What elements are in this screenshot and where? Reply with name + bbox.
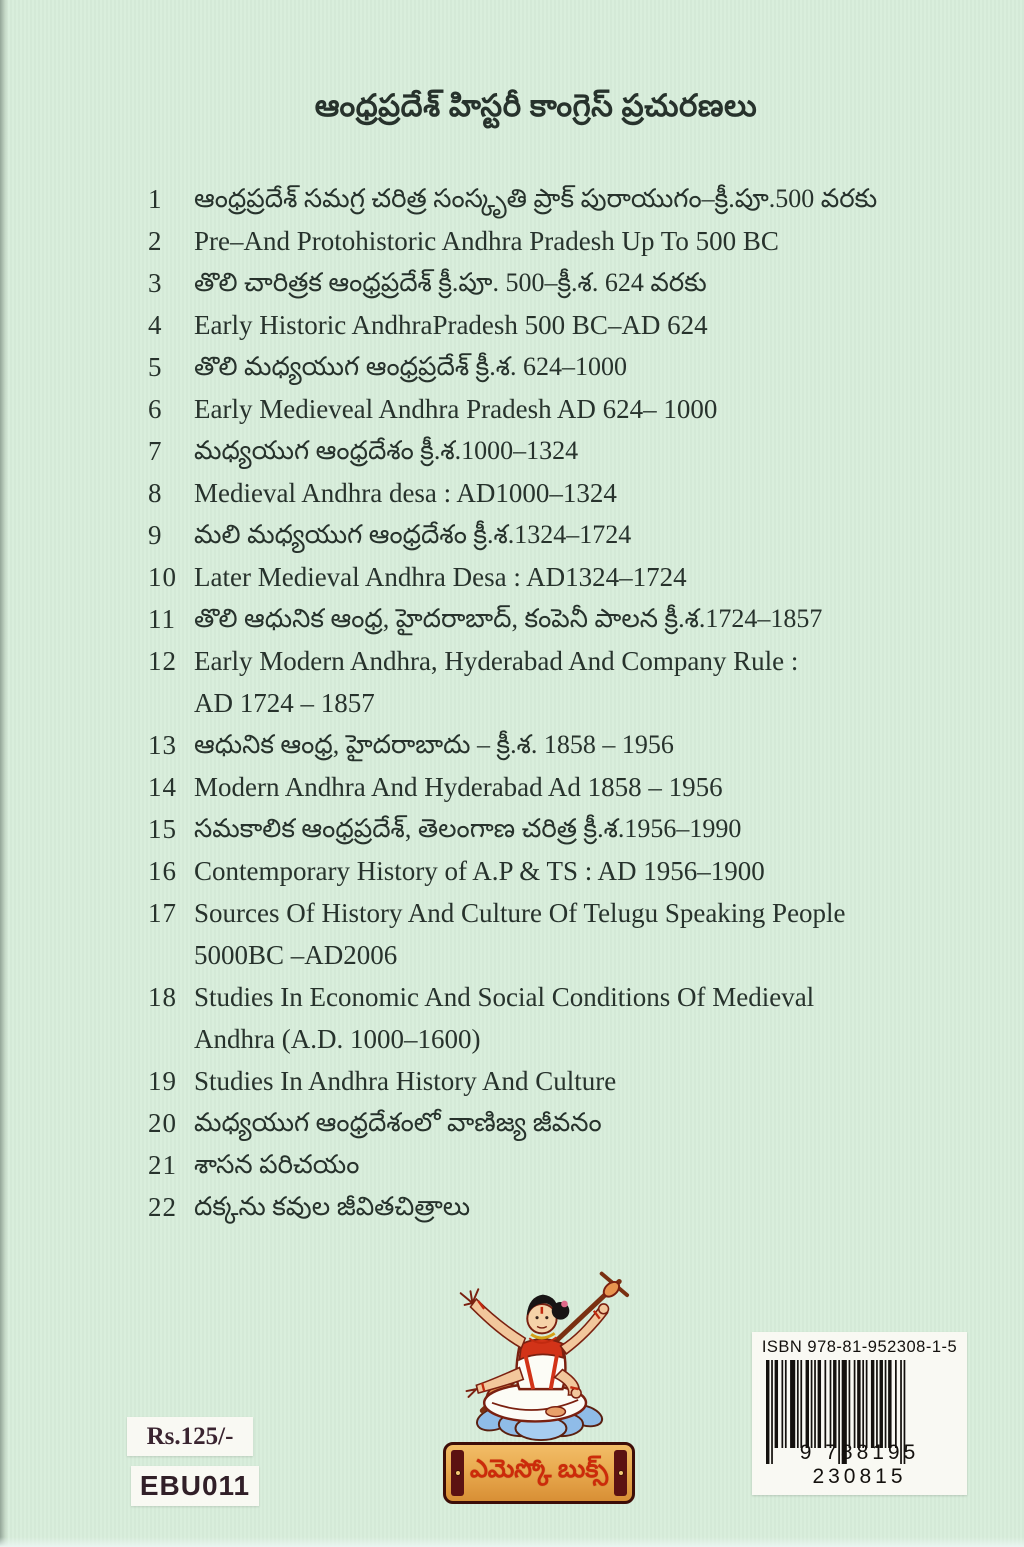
publication-item	[148, 430, 948, 472]
publication-title: ఆధునిక ఆంధ్ర, హైదరాబాదు – క్రీ.శ. 1858 – 1956	[194, 730, 674, 759]
publication-number: 14	[148, 772, 177, 802]
publication-title: ఆంధ్రప్రదేశ్ సమగ్ర చరిత్ర సంస్కృతి ప్రాక్ పురాయుగం–క్రీ.పూ.500 వరకు	[194, 184, 878, 213]
scan-edge-bottom	[0, 1537, 1024, 1547]
publication-number: 22	[148, 1192, 177, 1222]
publication-number: 5	[148, 352, 163, 382]
publication-item	[148, 1060, 948, 1102]
publication-item	[148, 850, 948, 892]
publication-title: Later Medieval Andhra Desa : AD1324–1724	[194, 562, 687, 592]
publication-item	[148, 1186, 948, 1228]
publication-item	[148, 808, 948, 850]
publication-number: 13	[148, 730, 177, 760]
publications-list	[148, 178, 948, 1228]
publication-number: 9	[148, 520, 163, 550]
publication-number: 19	[148, 1066, 177, 1096]
publication-number: 20	[148, 1108, 177, 1138]
publication-item	[148, 1102, 948, 1144]
publication-title: తొలి మధ్యయుగ ఆంధ్రప్రదేశ్ క్రీ.శ. 624–1000	[194, 352, 628, 381]
publication-number: 10	[148, 562, 177, 592]
price-value: Rs.125/-	[146, 1422, 234, 1450]
publication-number: 21	[148, 1150, 177, 1180]
publication-item	[148, 346, 948, 388]
publication-title: దక్కను కవుల జీవితచిత్రాలు	[194, 1192, 471, 1221]
price-label	[127, 1417, 253, 1456]
barcode-digits: 9 788195 230815	[799, 1441, 920, 1488]
publication-item	[148, 766, 948, 808]
publication-item	[148, 304, 948, 346]
banner-cap-right-icon	[614, 1450, 627, 1496]
publication-title: మధ్యయుగ ఆంధ్రదేశంలో వాణిజ్య జీవనం	[194, 1108, 602, 1137]
publication-number: 6	[148, 394, 163, 424]
publication-number: 3	[148, 268, 163, 298]
publication-item	[148, 472, 948, 514]
publication-title: Contemporary History of A.P & TS : AD 1956–1900	[194, 856, 765, 886]
publication-title: Medieval Andhra desa : AD1000–1324	[194, 478, 617, 508]
publication-number: 2	[148, 226, 163, 256]
publication-title: శాసన పరిచయం	[194, 1150, 360, 1179]
scan-edge	[0, 0, 8, 1547]
publication-title: మలి మధ్యయుగ ఆంధ్రదేశం క్రీ.శ.1324–1724	[194, 520, 632, 549]
publication-title: Studies In Andhra History And Culture	[194, 1066, 617, 1096]
publisher-logo	[425, 1256, 653, 1510]
banner-cap-left-icon	[451, 1450, 464, 1496]
publication-item	[148, 514, 948, 556]
publication-title: తొలి చారిత్రక ఆంధ్రప్రదేశ్ క్రీ.పూ. 500–క్రీ.శ. 624 వరకు	[194, 268, 707, 297]
publication-item	[148, 724, 948, 766]
publication-number: 15	[148, 814, 177, 844]
publication-item	[148, 892, 948, 976]
publication-number: 11	[148, 604, 176, 634]
publication-title: సమకాలిక ఆంధ్రప్రదేశ్, తెలంగాణ చరిత్ర క్రీ.శ.1956–1990	[194, 814, 742, 843]
isbn-text: ISBN 978-81-952308-1-5	[761, 1338, 958, 1356]
publication-item	[148, 388, 948, 430]
publication-number: 16	[148, 856, 177, 886]
saraswati-figure-icon	[425, 1256, 653, 1442]
publication-item	[148, 262, 948, 304]
publication-item	[148, 178, 948, 220]
publication-title: Modern Andhra And Hyderabad Ad 1858 – 1956	[194, 772, 723, 802]
publication-item	[148, 556, 948, 598]
publisher-code-label	[131, 1466, 259, 1506]
publication-item	[148, 640, 948, 724]
isbn-barcode-label	[752, 1332, 967, 1495]
publication-title: Early Modern Andhra, Hyderabad And Company Rule : AD 1724 – 1857	[194, 646, 799, 718]
publication-number: 17	[148, 898, 177, 928]
publication-title: మధ్యయుగ ఆంధ్రదేశం క్రీ.శ.1000–1324	[194, 436, 579, 465]
publication-item	[148, 598, 948, 640]
publication-item	[148, 1144, 948, 1186]
page-title: ఆంధ్రప్రదేశ్ హిస్టరీ కాంగ్రెస్ ప్రచురణలు	[314, 88, 758, 123]
publisher-name-banner	[443, 1442, 635, 1504]
publication-title: Sources Of History And Culture Of Telugu Speaking People 5000BC –AD2006	[194, 898, 846, 970]
publication-number: 4	[148, 310, 163, 340]
publisher-code-value: EBU011	[139, 1470, 251, 1501]
publication-item	[148, 976, 948, 1060]
publication-number: 7	[148, 436, 163, 466]
publisher-name: ఎమెస్కో బుక్స్	[469, 1456, 610, 1483]
publication-title: Early Medieveal Andhra Pradesh AD 624– 1000	[194, 394, 718, 424]
publication-title: Early Historic AndhraPradesh 500 BC–AD 624	[194, 310, 708, 340]
publication-number: 1	[148, 184, 163, 214]
publication-item	[148, 220, 948, 262]
publication-title: Pre–And Protohistoric Andhra Pradesh Up To 500 BC	[194, 226, 779, 256]
publication-title: Studies In Economic And Social Conditions Of Medieval Andhra (A.D. 1000–1600)	[194, 982, 815, 1054]
publication-number: 12	[148, 646, 177, 676]
publication-number: 8	[148, 478, 163, 508]
publication-title: తొలి ఆధునిక ఆంధ్ర, హైదరాబాద్, కంపెనీ పాలన క్రీ.శ.1724–1857	[194, 604, 823, 633]
publication-number: 18	[148, 982, 177, 1012]
